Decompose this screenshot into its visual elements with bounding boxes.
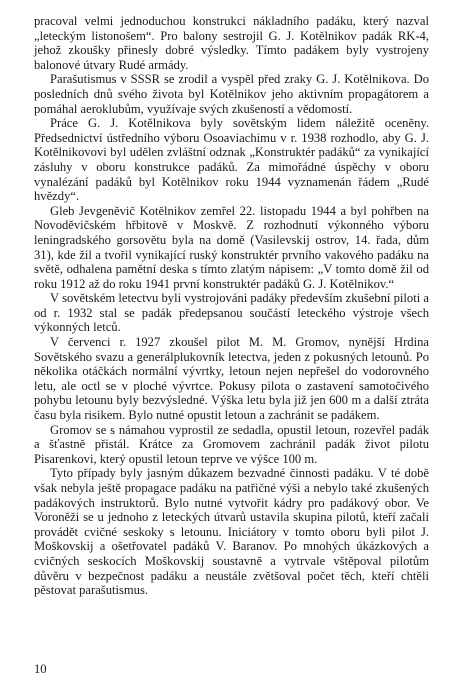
paragraph-7: Gromov se s námahou vyprostil ze sedadla, opustil letoun, rozevřel padák a šťastně přistál. Krátce za Gromovem zachránil padák život pilotu Pisarenkovi, který opustil letoun teprve ve výšce 100 m. — [34, 422, 429, 466]
body-text — [34, 14, 429, 598]
paragraph-8: Tyto případy byly jasným důkazem bezvadné činnosti padáku. V té době však nebyla ještě propagace padáku na patřičné výši a nebylo také zkušených padákových instruktorů. Bylo nutné vytvořit kádry pro padákový obor. Ve Voroněži se u jednoho z leteckých útvarů ustavila skupina pilotů, kteří začali provádět cvičné seskoky s letounu. Iniciátory v tomto oboru byli pilot J. Moškovskij a ošetřovatel padáků V. Baranov. Po mnohých úkázkových a cvičných seskocích Moškovskij soustavně a vytrvale vštěpoval pilotům důvěru v bezpečnost padáku a neustále zvětšoval počet těch, kteří chtěli pěstovat parašutismus. — [34, 466, 429, 598]
paragraph-5: V sovětském letectvu byli vystrojováni padáky především zkušební piloti a od r. 1932 stal se padák předepsanou součástí leteckého výstroje všech výkonných letců. — [34, 291, 429, 335]
paragraph-4: Gleb Jevgeněvič Kotělnikov zemřel 22. listopadu 1944 a byl pohřben na Novoděvičském hřbitově v Moskvě. Z rozhodnutí výkonného výboru leningradského gorsovětu byla na domě (Vasilevskij ostrov, 14. řada, dům 31), kde žil a tvořil vynikající ruský konstruktér prvního vakového padáku na světě, odhalena pamětní deska s tímto zlatým nápisem: „V tomto domě žil od roku 1912 až do roku 1941 první konstruktér padáků G. J. Kotělnikov.“ — [34, 203, 429, 291]
page-number: 10 — [34, 662, 47, 676]
paragraph-6: V červenci r. 1927 zkoušel pilot M. M. Gromov, nynější Hrdina Sovětského svazu a generálplukovník letectva, jeden z pokusných letounů. Po několika otáčkách normální vývrtky, letoun nejen nepřešel do vodorovného letu, ale octl se v ploché vývrtce. Pokusy pilota o zastavení samotočivého pohybu letounu byly bezvýsledné. Výška letu byla již jen 600 m a další ztráta času byla risikem. Bylo nutné opustit letoun a zachránit se padákem. — [34, 335, 429, 423]
paragraph-3: Práce G. J. Kotělnikova byly sovětským lidem náležitě oceněny. Předsednictví ústředního výboru Osoaviachimu v r. 1938 rozhodlo, aby G. J. Kotělnikovovi byl udělen zvláštní odznak „Konstruktér padáků“ za vynikající zásluhy v oboru konstrukce padáků. Za mimořádné úspěchy v oboru vynalézání padáků byl Kotělnikov roku 1944 vyznamenán řádem „Rudé hvězdy“. — [34, 116, 429, 204]
paragraph-2: Parašutismus v SSSR se zrodil a vyspěl před zraky G. J. Kotělnikova. Do posledních dnů svého života byl Kotělnikov jeho aktivním propagátorem a pomáhal aeroklubům, využívaje svých zkušeností a vědomostí. — [34, 72, 429, 116]
paragraph-1: pracoval velmi jednoduchou konstrukci nákladního padáku, který nazval „leteckým listonošem“. Pro balony sestrojil G. J. Kotělnikov padák RK-4, jehož zkoušky přinesly dobré výsledky. Tímto padákem byly vystrojeny balonové útvary Rudé armády. — [34, 14, 429, 72]
